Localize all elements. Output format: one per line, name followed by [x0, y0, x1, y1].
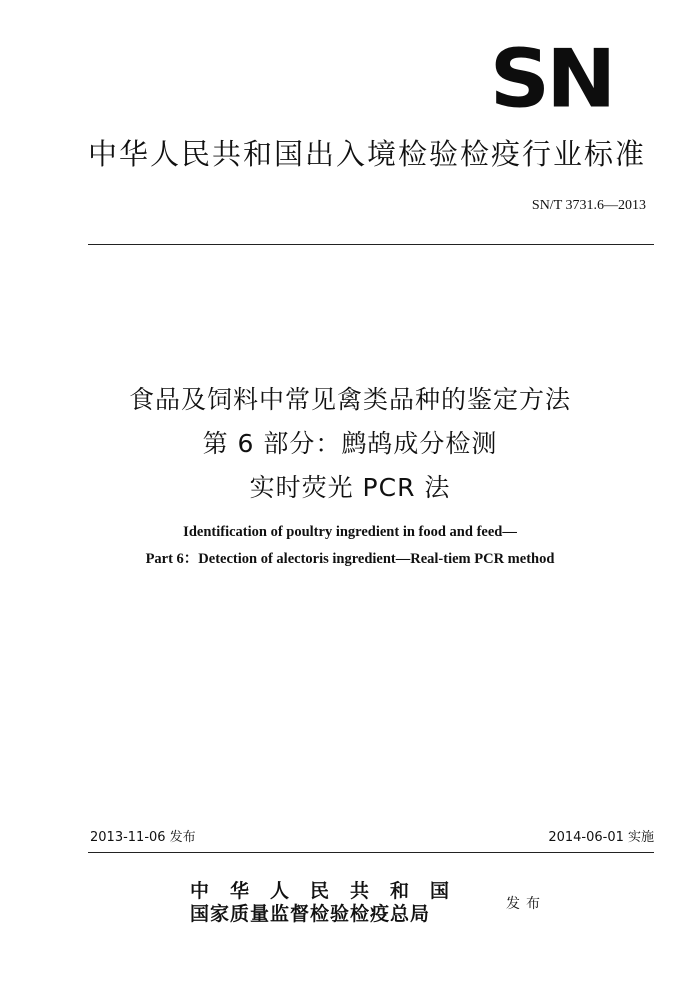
issue-date: 2013-11-06 发布 — [90, 830, 196, 845]
issuer-line1: 中华人民共和国 — [190, 880, 471, 902]
title-en-line2: Part 6：Detection of alectoris ingredient—Real-tiem PCR method — [145, 551, 555, 567]
issuer-line2: 国家质量监督检验检疫总局 — [190, 903, 431, 925]
industry-standard-title: 中华人民共和国出入境检验检疫行业标准 — [88, 137, 647, 171]
sn-logo: SN — [489, 32, 613, 126]
title-cn-line1: 食品及饲料中常见禽类品种的鉴定方法 — [128, 385, 571, 414]
title-en-line1: Identification of poultry ingredient in food and feed— — [183, 524, 517, 540]
footer-divider — [88, 852, 654, 853]
title-cn-line3: 实时荧光 PCR 法 — [249, 473, 451, 502]
standard-code: SN/T 3731.6—2013 — [531, 198, 646, 213]
header-divider — [88, 244, 654, 245]
publish-label: 发布 — [506, 896, 546, 912]
title-cn-line2: 第 6 部分：鹧鸪成分检测 — [202, 429, 498, 458]
implementation-date: 2014-06-01 实施 — [548, 830, 654, 845]
